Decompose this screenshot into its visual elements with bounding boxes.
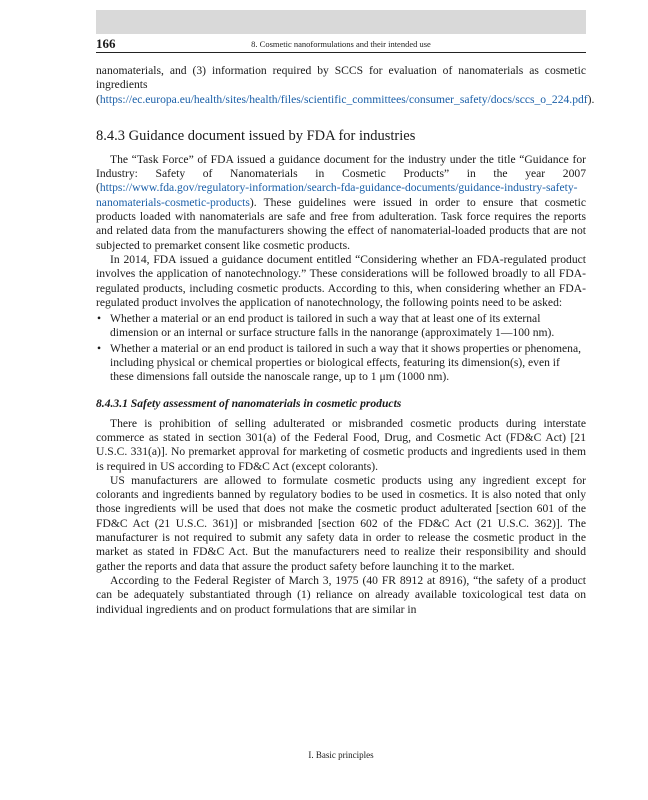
page-footer: I. Basic principles xyxy=(308,750,374,760)
fda-guidance-link[interactable]: https://www.fda.gov/regulatory-information/search-fda-guidance-documents/guidance-industry-safety-nanomaterials-cosmetic-products xyxy=(96,181,578,209)
section-paragraph-1 xyxy=(96,153,586,253)
section-heading: 8.4.3 Guidance document issued by FDA for industries xyxy=(96,127,416,144)
para1-text-end: ). These guidelines were issued in order to ensure that cosmetic products loaded with nanomaterials are safe and free from adulteration. Task force requires the reports and related data from the manufacturers showing the effect of nanomaterial-loaded products that are not subjected to premarket consent like cosmetic products. xyxy=(96,195,586,252)
page-number: 166 xyxy=(96,36,116,51)
intro-paragraph xyxy=(96,64,595,107)
bullet-icon: • xyxy=(97,341,102,355)
list-item xyxy=(96,342,586,385)
para1-text: The “Task Force” of FDA issued a guidance document for the industry under the title “Guidance for Industry: Safety of Nanomaterials in Cosmetic Products” in the year 2007 ( xyxy=(96,152,586,195)
intro-text-end: ). xyxy=(587,92,595,106)
subsection-paragraph-1: There is prohibition of selling adulterated or misbranded cosmetic products during interstate commerce as stated in section 301(a) of the Federal Food, Drug, and Cosmetic Act (FD&C Act) [21 U.S.C. 331(a)]. No premarket approval for marketing of cosmetic products and ingredients used in them is required in US according to FD&C Act (except colorants). xyxy=(96,416,586,473)
subsection-paragraph-2: US manufacturers are allowed to formulate cosmetic products using any ingredient except for colorants and ingredients banned by regulatory bodies to be used in cosmetics. It is also noted that only those ingredients will be used that does not make the cosmetic product adulterated [section 601 of the FD&C Act (21 U.S.C. 361)] or misbranded [section 602 of the FD&C Act (21 U.S.C. 362)]. The manufacturer is not required to submit any safety data in order to release the cosmetic product in the market as stated in FD&C Act. But the manufacturers need to realize their responsibility and should gather the reports and data that assure the product safety before launching it to the market. xyxy=(96,473,586,573)
list-item xyxy=(96,312,586,341)
list-item-text: Whether a material or an end product is tailored in such a way that it shows properties or phenomena, including physical or chemical properties or biological effects, featuring its dimension(s), even if these dimensions fall outside the nanoscale range, up to 1 μm (1000 nm). xyxy=(110,341,582,384)
top-gray-bar xyxy=(96,10,586,34)
subsection-heading: 8.4.3.1 Safety assessment of nanomaterials in cosmetic products xyxy=(96,396,402,410)
criteria-list xyxy=(96,312,586,384)
page-body xyxy=(96,64,595,617)
running-title: 8. Cosmetic nanoformulations and their intended use xyxy=(251,39,431,49)
section-paragraph-2: In 2014, FDA issued a guidance document entitled “Considering whether an FDA-regulated product involves the application of nanotechnology.” These considerations will be followed broadly to all FDA-regulated products, including cosmetic products. According to this, when considering whether an FDA-regulated product involves the application of nanotechnology, the following points need to be asked: xyxy=(96,252,586,309)
list-item-text: Whether a material or an end product is tailored in such a way that at least one of its external dimension or an internal or surface structure falls in the nanorange (approximately 1—100 nm). xyxy=(110,312,555,340)
page-header xyxy=(96,36,586,53)
intro-text: nanomaterials, and (3) information required by SCCS for evaluation of nanomaterials as cosmetic ingredients ( xyxy=(96,64,586,106)
subsection-paragraph-3: According to the Federal Register of March 3, 1975 (40 FR 8912 at 8916), “the safety of a product can be adequately substantiated through (1) reliance on already available toxicological test data on individual ingredients and on product formulations that are similar in xyxy=(96,573,586,616)
sccs-link[interactable]: https://ec.europa.eu/health/sites/health/files/scientific_committees/consumer_safety/docs/sccs_o_224.pdf xyxy=(99,92,588,106)
bullet-icon: • xyxy=(97,312,102,326)
